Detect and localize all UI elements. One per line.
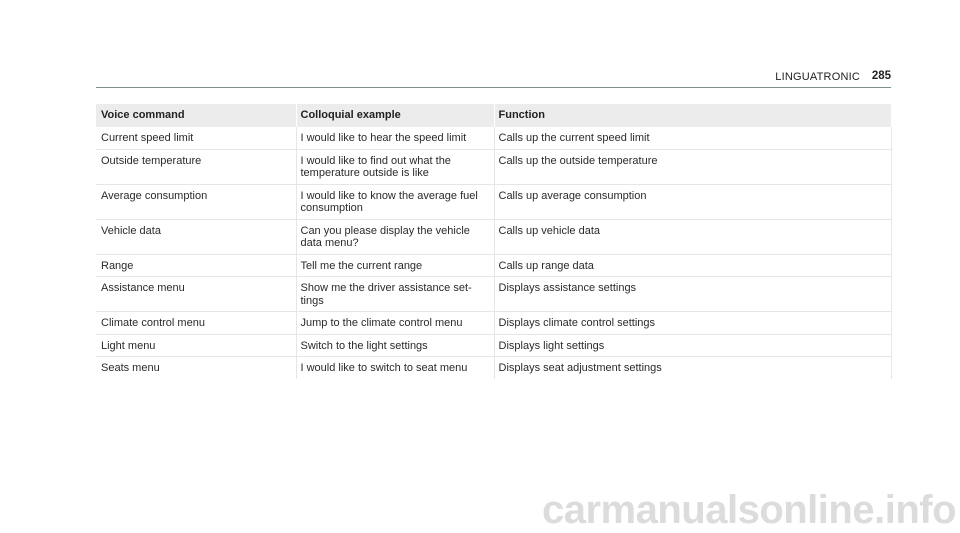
voice-command-cell: Seats menu <box>96 357 296 379</box>
colloquial-example-cell: Show me the driver assistance set- tings <box>296 277 494 312</box>
voice-command-cell: Climate control menu <box>96 312 296 335</box>
table-row <box>96 312 891 335</box>
table-row <box>96 149 891 184</box>
function-cell: Calls up range data <box>494 254 891 277</box>
function-cell: Displays assistance settings <box>494 277 891 312</box>
page-header <box>96 68 891 88</box>
watermark: carmanualsonline.info <box>541 488 956 532</box>
colloquial-example-cell: Tell me the current range <box>296 254 494 277</box>
table-row <box>96 357 891 379</box>
voice-command-cell: Outside temperature <box>96 149 296 184</box>
column-header-voice-command: Voice command <box>96 104 296 127</box>
voice-command-cell: Light menu <box>96 334 296 357</box>
colloquial-example-cell: I would like to switch to seat menu <box>296 357 494 379</box>
voice-command-table <box>96 104 892 379</box>
table-row <box>96 127 891 149</box>
function-cell: Calls up average consumption <box>494 184 891 219</box>
table-row <box>96 334 891 357</box>
section-title: LINGUATRONIC <box>775 71 860 83</box>
voice-command-cell: Average consumption <box>96 184 296 219</box>
colloquial-example-cell: I would like to find out what the temperature outside is like <box>296 149 494 184</box>
function-cell: Calls up the current speed limit <box>494 127 891 149</box>
table-row <box>96 277 891 312</box>
voice-command-cell: Current speed limit <box>96 127 296 149</box>
voice-command-cell: Vehicle data <box>96 219 296 254</box>
colloquial-example-cell: Jump to the climate control menu <box>296 312 494 335</box>
page-number: 285 <box>871 70 891 82</box>
voice-command-cell: Assistance menu <box>96 277 296 312</box>
table-row <box>96 184 891 219</box>
table-row <box>96 254 891 277</box>
colloquial-example-cell: I would like to know the average fuel consumption <box>296 184 494 219</box>
colloquial-example-cell: Can you please display the vehicle data menu? <box>296 219 494 254</box>
voice-command-cell: Range <box>96 254 296 277</box>
table-header-row <box>96 104 891 127</box>
colloquial-example-cell: I would like to hear the speed limit <box>296 127 494 149</box>
function-cell: Calls up the outside temperature <box>494 149 891 184</box>
function-cell: Calls up vehicle data <box>494 219 891 254</box>
function-cell: Displays seat adjustment settings <box>494 357 891 379</box>
column-header-colloquial-example: Colloquial example <box>296 104 494 127</box>
table-row <box>96 219 891 254</box>
colloquial-example-cell: Switch to the light settings <box>296 334 494 357</box>
column-header-function: Function <box>494 104 891 127</box>
function-cell: Displays climate control settings <box>494 312 891 335</box>
function-cell: Displays light settings <box>494 334 891 357</box>
